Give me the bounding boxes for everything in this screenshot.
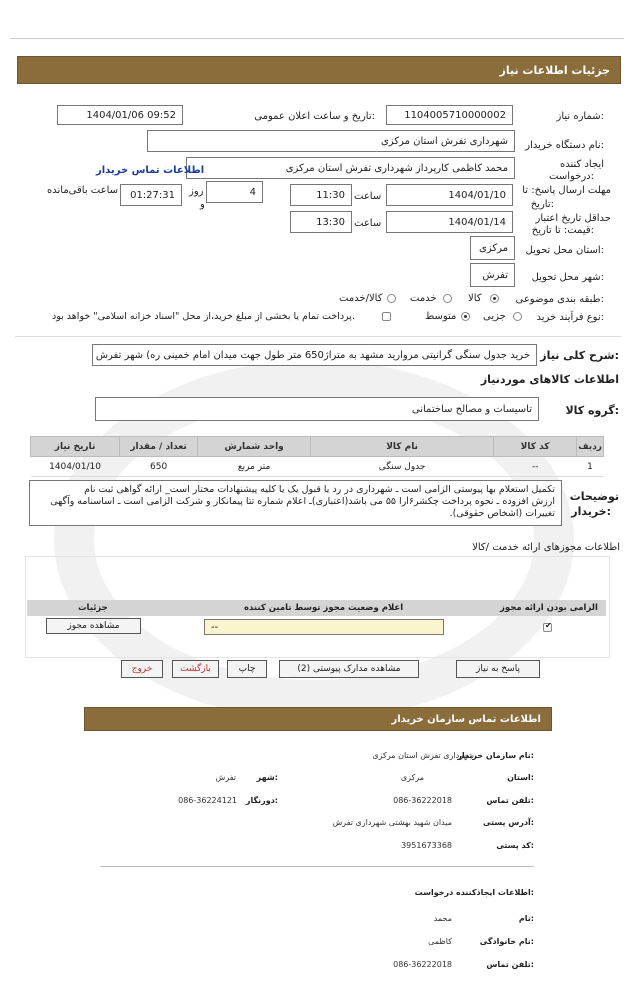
buyer-org-label: نام دستگاه خریدار: bbox=[525, 140, 604, 151]
province-info-value: مرکزی bbox=[400, 773, 424, 782]
category-goods-radio[interactable] bbox=[490, 294, 499, 303]
col-name: نام کالا bbox=[311, 437, 494, 457]
check-icon: ✔ bbox=[545, 621, 552, 630]
process-partial-label: جزیی bbox=[483, 311, 506, 322]
permit-required-checkbox bbox=[543, 623, 552, 632]
cell-unit: متر مربع bbox=[198, 457, 311, 477]
buyer-notes-box bbox=[29, 480, 562, 526]
group-field: تاسیسات و مصالح ساختمانی bbox=[95, 397, 539, 421]
city-info-value: تفرش bbox=[215, 773, 236, 782]
print-button[interactable]: چاپ bbox=[227, 660, 267, 678]
process-medium-radio[interactable] bbox=[461, 312, 470, 321]
buyer-contact-link[interactable]: اطلاعات تماس خریدار bbox=[96, 165, 205, 176]
requester-field: محمد کاظمی کارپرداز شهرداری تفرش استان مرکزی bbox=[186, 157, 515, 179]
category-service-radio[interactable] bbox=[443, 294, 452, 303]
announce-label: تاریخ و ساعت اعلان عمومی: bbox=[254, 111, 375, 122]
cell-name: جدول سنگی bbox=[311, 457, 494, 477]
category-label: طبقه بندی موضوعی: bbox=[515, 294, 604, 305]
buyer-notes-line-2: ارزش افزوده ـ نحوه پرداخت چکشرl۶را ۵۵ می باشد(اعتباری)ـ اعلام شماره تتا پیمانکار و شرکت الزامی است ـ اساسنامه وآگهی bbox=[50, 496, 555, 507]
postal-value: 3951673368 bbox=[401, 841, 452, 850]
back-button[interactable]: بازگشت bbox=[172, 660, 219, 678]
summary-label: شرح کلی نیاز: bbox=[540, 349, 619, 362]
contact-header bbox=[84, 707, 552, 731]
category-goods-service-radio[interactable] bbox=[387, 294, 396, 303]
validity-date-field: 1404/01/14 bbox=[386, 211, 513, 233]
contact-title: اطلاعات تماس سازمان خریدار bbox=[391, 713, 541, 725]
view-permit-button[interactable]: مشاهده مجوز bbox=[46, 618, 141, 634]
col-date: تاریخ نیاز bbox=[31, 437, 120, 457]
province-label: استان محل تحویل: bbox=[525, 245, 604, 256]
creator-title: اطلاعات ایجادکننده درخواست: bbox=[414, 888, 534, 897]
validity-time-label: ساعت bbox=[354, 218, 382, 229]
cell-qty: 650 bbox=[120, 457, 198, 477]
group-label: گروه کالا: bbox=[565, 404, 619, 417]
validity-label-1: حداقل تاریخ اعتبار bbox=[535, 213, 611, 224]
deadline-label-1: مهلت ارسال پاسخ: تا bbox=[522, 185, 611, 196]
province-field: مرکزی bbox=[470, 236, 515, 260]
province-info-label: استان: bbox=[507, 773, 534, 782]
creator-phone-label: تلفن تماس: bbox=[486, 960, 534, 969]
creator-phone-value: 086-36222018 bbox=[393, 960, 452, 969]
page-header bbox=[17, 56, 621, 84]
summary-field: خرید جدول سنگی گرانیتی مروارید مشهد به متراژ650 متر طول جهت میدان امام خمینی ره) شهر تفرش bbox=[92, 344, 537, 366]
top-divider bbox=[10, 38, 624, 39]
goods-info-title: اطلاعات کالاهای موردنیاز bbox=[480, 373, 619, 386]
family-label: نام خانوادگی: bbox=[479, 937, 534, 946]
buyer-notes-label-2: خریدار: bbox=[571, 505, 611, 518]
col-code: کد کالا bbox=[494, 437, 577, 457]
treasury-payment-note: پرداخت تمام یا بخشی از مبلغ خرید،از محل "اسناد خزانه اسلامی" خواهد بود. bbox=[52, 311, 355, 322]
col-row: ردیف bbox=[577, 437, 604, 457]
remaining-label: ساعت باقی‌مانده bbox=[47, 185, 119, 196]
section-divider bbox=[15, 336, 621, 337]
need-number-field: 1104005710000002 bbox=[386, 105, 513, 125]
page-title: جزئیات اطلاعات نیاز bbox=[499, 63, 610, 77]
reply-button[interactable]: پاسخ به نیاز bbox=[456, 660, 540, 678]
requester-label-1: ایجاد کننده bbox=[560, 159, 604, 170]
org-label: نام سازمان خریدار: bbox=[457, 751, 534, 760]
phone-value: 086-36222018 bbox=[393, 796, 452, 805]
col-qty: تعداد / مقدار bbox=[120, 437, 198, 457]
attachments-button[interactable]: مشاهده مدارک پیوستی (2) bbox=[279, 660, 419, 678]
deadline-time-field: 11:30 bbox=[290, 184, 352, 206]
deadline-date-field: 1404/01/10 bbox=[386, 184, 513, 206]
exit-button[interactable]: خروج bbox=[121, 660, 163, 678]
name-label: نام: bbox=[518, 914, 534, 923]
permits-title: اطلاعات مجوزهای ارائه خدمت /کالا bbox=[472, 542, 620, 553]
and-label: و bbox=[200, 199, 205, 210]
city-info-label: شهر: bbox=[256, 773, 278, 782]
treasury-payment-checkbox[interactable] bbox=[382, 312, 391, 321]
process-label: نوع فرآیند خرید: bbox=[536, 312, 604, 323]
fax-label: دورنگار: bbox=[245, 796, 278, 805]
process-medium-label: متوسط bbox=[425, 311, 457, 322]
permits-col-status: اعلام وضعیت مجوز توسط تامین کننده bbox=[244, 603, 404, 613]
goods-table bbox=[30, 436, 604, 477]
address-label: آدرس پستی: bbox=[483, 818, 534, 827]
org-value: شهرداری تفرش استان مرکزی bbox=[372, 751, 474, 760]
phone-label: تلفن تماس: bbox=[486, 796, 534, 805]
category-service-label: خدمت bbox=[410, 293, 437, 304]
city-field: تفرش bbox=[470, 263, 515, 287]
col-unit: واحد شمارش bbox=[198, 437, 311, 457]
permits-col-details: جزئیات bbox=[78, 603, 108, 613]
family-value: کاظمی bbox=[428, 937, 452, 946]
deadline-time-label: ساعت bbox=[354, 191, 382, 202]
day-label: روز bbox=[189, 186, 204, 197]
requester-label-2: درخواست: bbox=[549, 171, 594, 182]
buyer-notes-line-3: تغییرات (اشخاص حقوقی). bbox=[449, 508, 555, 519]
announce-field: 1404/01/06 09:52 bbox=[57, 105, 183, 125]
deadline-label-2: تاریخ: bbox=[530, 199, 554, 210]
contact-divider bbox=[100, 866, 534, 867]
category-goods-label: کالا bbox=[468, 293, 482, 304]
buyer-org-field: شهرداری تفرش استان مرکزی bbox=[147, 130, 515, 152]
permits-col-required: الزامی بودن ارائه مجوز bbox=[500, 603, 598, 613]
name-value: محمد bbox=[433, 914, 452, 923]
remaining-time-field: 01:27:31 bbox=[120, 184, 182, 206]
fax-value: 086-36224121 bbox=[178, 796, 237, 805]
postal-label: کد پستی: bbox=[496, 841, 534, 850]
process-partial-radio[interactable] bbox=[513, 312, 522, 321]
goods-table-header bbox=[31, 437, 604, 457]
buyer-notes-label-1: توضیحات bbox=[569, 490, 619, 503]
category-goods-service-label: کالا/خدمت bbox=[339, 293, 383, 304]
city-label: شهر محل تحویل: bbox=[531, 272, 604, 283]
address-value: میدان شهید بهشتی شهرداری تفرش bbox=[332, 818, 452, 827]
table-row bbox=[31, 457, 604, 477]
remaining-days-field: 4 bbox=[206, 181, 263, 203]
buyer-notes-line-1: تکمیل استعلام بها پیوستی الزامی است ـ شهرداری در رد یا قبول یک یا کلیه پیشنهادات مختار است_ ارائه گواهی ثبت نام bbox=[84, 484, 555, 495]
permit-status-field[interactable]: -- bbox=[204, 619, 444, 635]
cell-row: 1 bbox=[577, 457, 604, 477]
cell-date: 1404/01/10 bbox=[31, 457, 120, 477]
need-number-label: شماره نیاز: bbox=[556, 111, 604, 122]
validity-label-2: قیمت: تا تاریخ: bbox=[531, 225, 594, 236]
validity-time-field: 13:30 bbox=[290, 211, 352, 233]
cell-code: -- bbox=[494, 457, 577, 477]
